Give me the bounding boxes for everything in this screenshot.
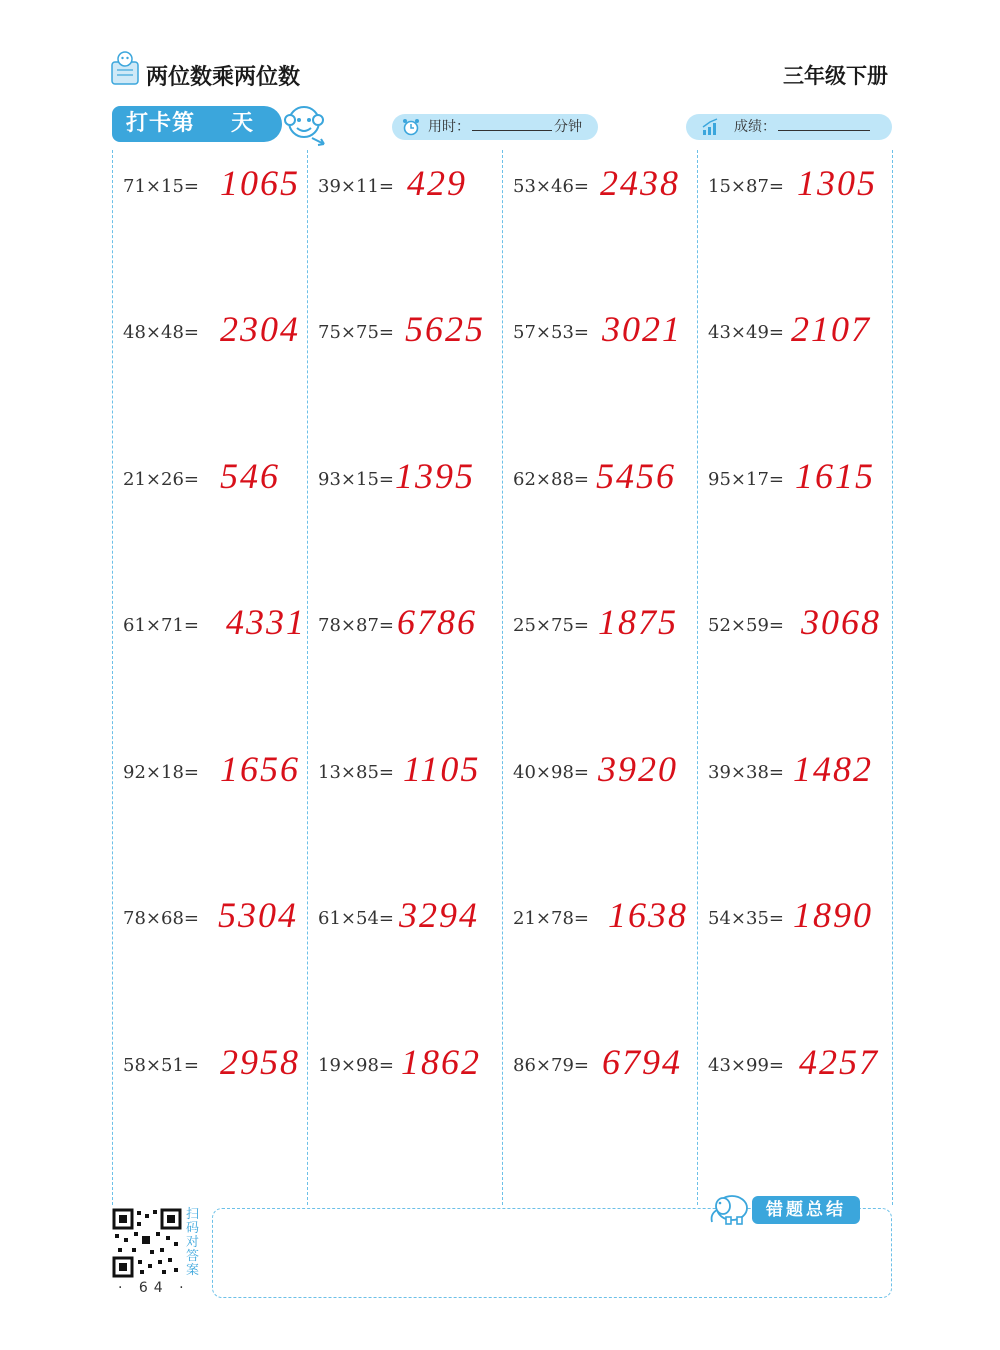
problem-text: 93×15= (318, 469, 394, 490)
problem-cell (307, 160, 502, 220)
problem-text: 21×78= (513, 908, 589, 929)
mistake-summary-label: 错题总结 (752, 1196, 860, 1224)
qr-caption: 扫码对答案 (186, 1207, 200, 1278)
problem-cell (307, 599, 502, 659)
problem-cell (502, 892, 697, 952)
handwritten-answer: 2304 (220, 309, 300, 349)
handwritten-answer: 1638 (608, 895, 688, 935)
time-used-pill (392, 114, 598, 140)
handwritten-answer: 4257 (799, 1042, 879, 1082)
problem-cell (502, 453, 697, 513)
handwritten-answer: 4331 (226, 602, 306, 642)
problem-cell (112, 599, 307, 659)
problem-cell (502, 306, 697, 366)
handwritten-answer: 1615 (795, 456, 875, 496)
handwritten-answer: 1105 (403, 749, 481, 789)
problem-text: 61×71= (123, 615, 199, 636)
problem-cell (307, 892, 502, 952)
problem-cell (112, 306, 307, 366)
handwritten-answer: 1305 (797, 163, 877, 203)
problem-text: 25×75= (513, 615, 589, 636)
handwritten-answer: 6786 (397, 602, 477, 642)
checkin-day-banner (112, 106, 282, 142)
handwritten-answer: 429 (407, 163, 467, 203)
problem-cell (112, 160, 307, 220)
handwritten-answer: 1890 (793, 895, 873, 935)
problem-text: 40×98= (513, 762, 589, 783)
problem-text: 52×59= (708, 615, 784, 636)
problem-cell (112, 1039, 307, 1099)
handwritten-answer: 5625 (405, 309, 485, 349)
alarm-clock-icon (402, 118, 420, 136)
book-mascot-icon (108, 50, 142, 86)
checkin-label-left: 打卡第 (126, 111, 196, 136)
problem-grid (112, 150, 892, 1205)
handwritten-answer: 3068 (801, 602, 881, 642)
column-divider (892, 150, 893, 1205)
handwritten-answer: 1875 (598, 602, 678, 642)
grade-label: 三年级下册 (783, 64, 888, 88)
handwritten-answer: 5456 (596, 456, 676, 496)
problem-text: 43×99= (708, 1055, 784, 1076)
problem-text: 71×15= (123, 176, 199, 197)
problem-text: 62×88= (513, 469, 589, 490)
score-input-line[interactable] (778, 116, 870, 131)
problem-text: 48×48= (123, 322, 199, 343)
page-title: 两位数乘两位数 (146, 65, 301, 90)
handwritten-answer: 2107 (791, 309, 871, 349)
handwritten-answer: 3920 (598, 749, 678, 789)
problem-text: 15×87= (708, 176, 784, 197)
problem-cell (112, 746, 307, 806)
problem-text: 21×26= (123, 469, 199, 490)
handwritten-answer: 1482 (793, 749, 873, 789)
problem-cell (307, 453, 502, 513)
time-used-input-line[interactable] (472, 116, 552, 131)
page-number: · 64 · (118, 1280, 190, 1296)
handwritten-answer: 1065 (220, 163, 300, 203)
time-used-label: 用时： (428, 119, 470, 135)
problem-cell (307, 746, 502, 806)
problem-text: 39×11= (318, 176, 394, 197)
problem-text: 43×49= (708, 322, 784, 343)
handwritten-answer: 1656 (220, 749, 300, 789)
handwritten-answer: 2438 (600, 163, 680, 203)
monkey-mascot-icon (282, 100, 330, 150)
problem-text: 58×51= (123, 1055, 199, 1076)
problem-text: 19×98= (318, 1055, 394, 1076)
problem-cell (697, 160, 892, 220)
problem-text: 61×54= (318, 908, 394, 929)
qr-code-icon[interactable] (112, 1208, 182, 1278)
handwritten-answer: 2958 (220, 1042, 300, 1082)
handwritten-answer: 5304 (218, 895, 298, 935)
problem-cell (697, 599, 892, 659)
problem-cell (502, 746, 697, 806)
problem-text: 86×79= (513, 1055, 589, 1076)
problem-text: 53×46= (513, 176, 589, 197)
problem-cell (697, 746, 892, 806)
bar-chart-icon (702, 118, 720, 136)
handwritten-answer: 3021 (602, 309, 682, 349)
problem-cell (697, 1039, 892, 1099)
problem-cell (502, 599, 697, 659)
problem-text: 78×87= (318, 615, 394, 636)
problem-cell (502, 1039, 697, 1099)
problem-text: 13×85= (318, 762, 394, 783)
handwritten-answer: 1395 (395, 456, 475, 496)
problem-cell (307, 1039, 502, 1099)
problem-cell (112, 892, 307, 952)
handwritten-answer: 1862 (401, 1042, 481, 1082)
problem-cell (697, 892, 892, 952)
score-pill (686, 114, 892, 140)
problem-cell (307, 306, 502, 366)
time-used-unit: 分钟 (554, 119, 582, 135)
handwritten-answer: 6794 (602, 1042, 682, 1082)
problem-text: 54×35= (708, 908, 784, 929)
handwritten-answer: 546 (220, 456, 280, 496)
problem-text: 78×68= (123, 908, 199, 929)
problem-text: 39×38= (708, 762, 784, 783)
problem-text: 57×53= (513, 322, 589, 343)
problem-cell (697, 453, 892, 513)
problem-cell (112, 453, 307, 513)
elephant-mascot-icon (706, 1190, 754, 1226)
problem-cell (697, 306, 892, 366)
problem-text: 75×75= (318, 322, 394, 343)
problem-text: 92×18= (123, 762, 199, 783)
score-label: 成绩： (734, 119, 776, 135)
handwritten-answer: 3294 (399, 895, 479, 935)
checkin-label-right: 天 (231, 111, 255, 136)
problem-cell (502, 160, 697, 220)
problem-text: 95×17= (708, 469, 784, 490)
